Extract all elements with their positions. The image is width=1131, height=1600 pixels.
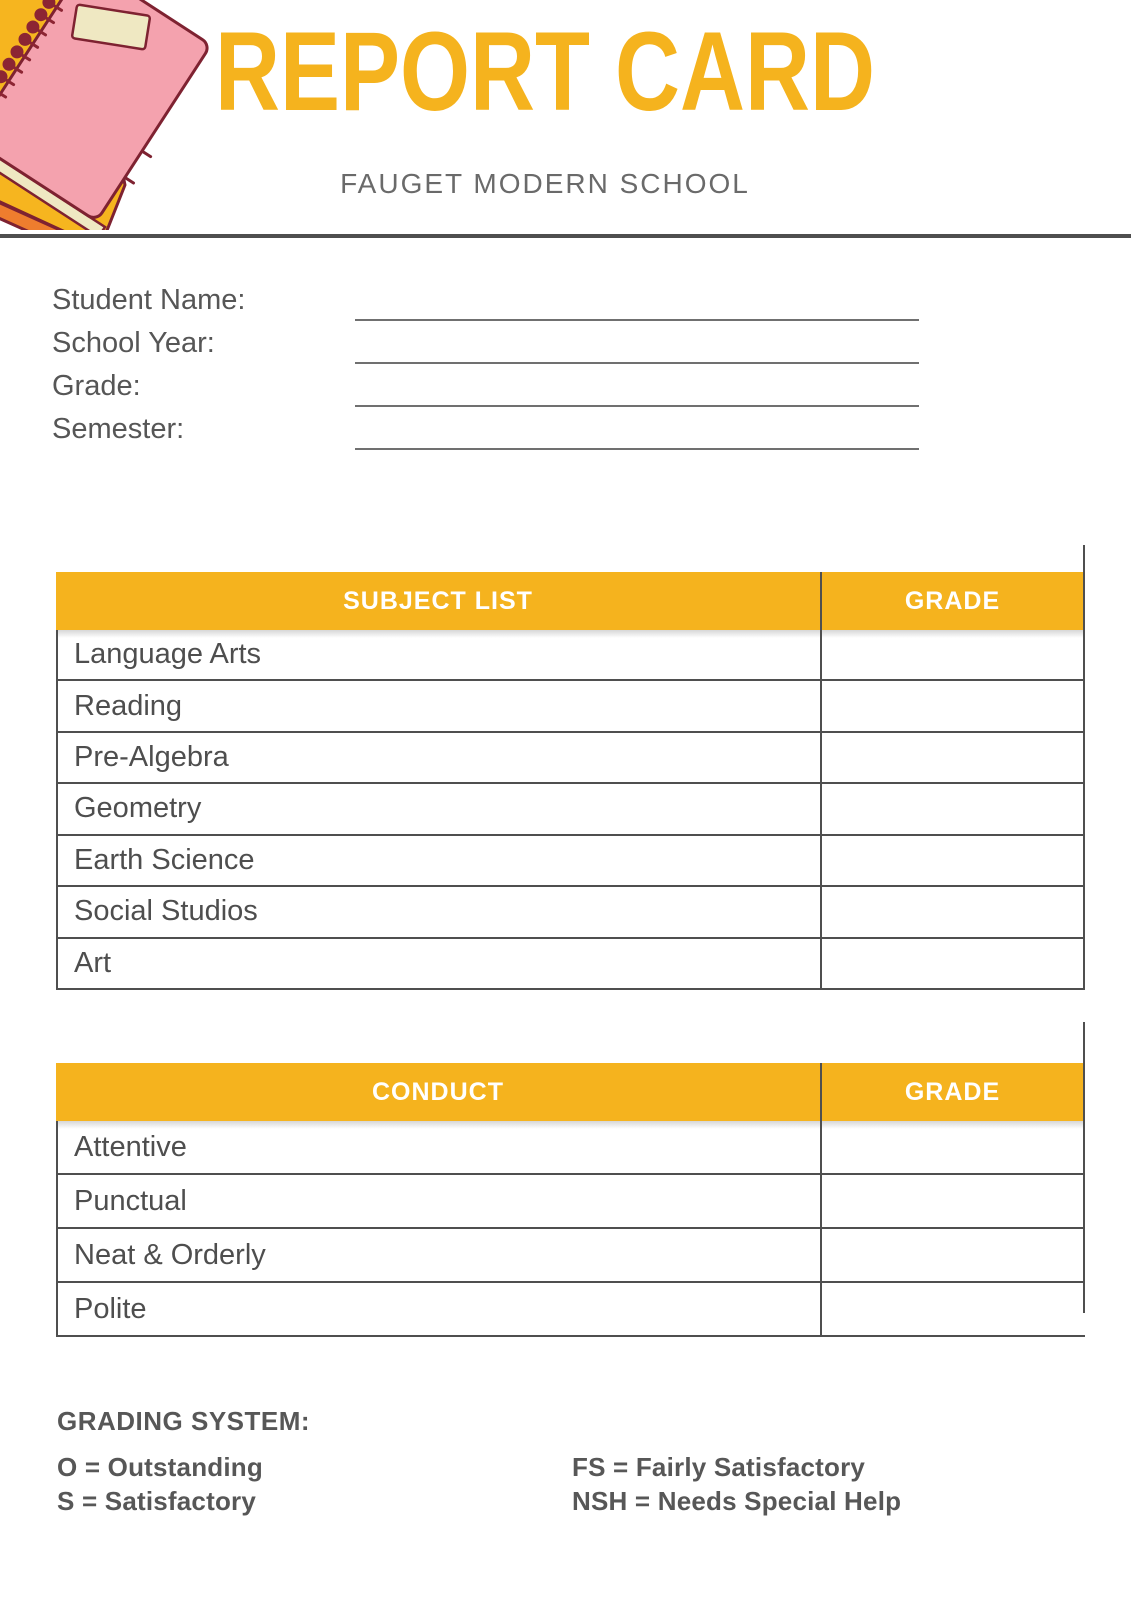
school-name: FAUGET MODERN SCHOOL [340, 168, 750, 199]
grade-blank-cell[interactable] [820, 1121, 1085, 1173]
table-row [58, 1175, 1085, 1229]
student-name-label: Student Name: [52, 284, 246, 316]
grade-blank-cell[interactable] [820, 733, 1085, 782]
grade-blank-cell[interactable] [820, 681, 1085, 730]
student-name-blank[interactable] [355, 319, 919, 321]
grade-blank-cell[interactable] [820, 836, 1085, 885]
table-row [58, 681, 1085, 732]
header-divider [0, 234, 1131, 238]
subject-table-header [56, 572, 1085, 630]
table-right-border-line [1083, 545, 1085, 990]
table-row [58, 836, 1085, 887]
column-divider-line [820, 572, 822, 990]
grade-blank-cell[interactable] [820, 887, 1085, 936]
table-row [58, 630, 1085, 681]
conduct-table-header [56, 1063, 1085, 1121]
legend-outstanding: O = Outstanding [57, 1452, 263, 1482]
subject-cell: Language Arts [74, 638, 262, 671]
table-row [58, 1229, 1085, 1283]
semester-label: Semester: [52, 413, 185, 445]
subject-cell: Geometry [74, 792, 202, 825]
grade-label: Grade: [52, 370, 141, 402]
subject-cell: Pre-Algebra [74, 741, 229, 774]
grading-system-title: GRADING SYSTEM: [57, 1406, 311, 1436]
semester-blank[interactable] [355, 448, 919, 450]
grade-blank-cell[interactable] [820, 784, 1085, 833]
legend-needs-special-help: NSH = Needs Special Help [572, 1486, 902, 1516]
legend-fairly-satisfactory: FS = Fairly Satisfactory [572, 1452, 866, 1482]
column-divider-line [820, 1063, 822, 1337]
conduct-cell: Polite [74, 1292, 147, 1325]
conduct-cell: Punctual [74, 1184, 187, 1217]
legend-satisfactory: S = Satisfactory [57, 1486, 257, 1516]
school-year-blank[interactable] [355, 362, 919, 364]
grade-blank-cell[interactable] [820, 1229, 1085, 1281]
school-year-label: School Year: [52, 327, 215, 359]
table-row [58, 733, 1085, 784]
subject-list-header-cell: SUBJECT LIST [343, 586, 533, 615]
grade-header-cell: GRADE [904, 586, 1001, 615]
grade-blank-cell[interactable] [820, 1175, 1085, 1227]
conduct-table-rows [56, 1121, 1085, 1337]
subject-table [56, 572, 1085, 990]
conduct-cell: Neat & Orderly [74, 1238, 266, 1271]
grade-blank[interactable] [355, 405, 919, 407]
table-row [58, 1121, 1085, 1175]
conduct-table [56, 1063, 1085, 1337]
grade-blank-cell[interactable] [820, 630, 1085, 679]
subject-cell: Art [74, 946, 112, 979]
conduct-header-cell: CONDUCT [372, 1077, 504, 1106]
subject-cell: Reading [74, 689, 183, 722]
page-title: REPORT CARD [214, 10, 875, 135]
subject-table-rows [56, 630, 1085, 990]
subject-cell: Earth Science [74, 843, 255, 876]
conduct-cell: Attentive [74, 1130, 187, 1163]
table-right-border-line [1083, 1022, 1085, 1313]
table-row [58, 939, 1085, 990]
grade-blank-cell[interactable] [820, 939, 1085, 988]
subject-cell: Social Studios [74, 895, 258, 928]
grade-blank-cell[interactable] [820, 1283, 1085, 1335]
table-row [58, 887, 1085, 938]
table-row [58, 784, 1085, 835]
grade-header-cell: GRADE [904, 1077, 1001, 1106]
table-row [58, 1283, 1085, 1337]
